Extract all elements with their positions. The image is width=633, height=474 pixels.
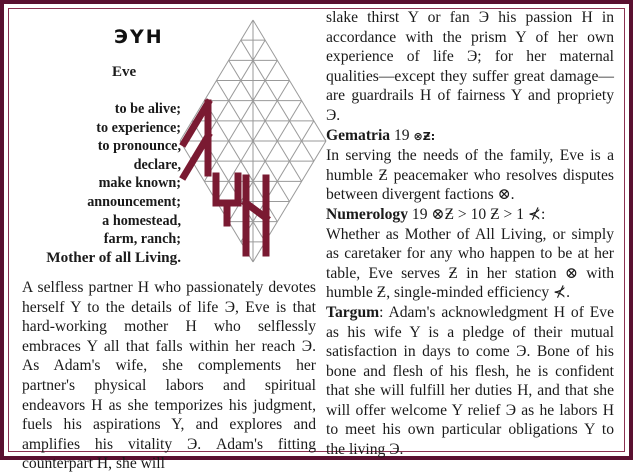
ancient-letters-title: ЭYH <box>114 26 164 48</box>
right-column <box>326 8 614 460</box>
meaning-line: to pronounce, <box>97 138 181 155</box>
meaning-line: to be alive; <box>114 101 181 117</box>
numerology-label: Numerology <box>326 205 409 223</box>
numerology-section <box>326 205 614 303</box>
targum-section <box>326 303 614 460</box>
letter-overlay-graphic <box>184 103 266 253</box>
left-column <box>22 278 316 474</box>
gematria-text: In serving the needs of the family, Eve is a humble Ƶ peacemaker who resolves disputes between divergent factions ⊗. <box>326 147 614 204</box>
meaning-line: make known; <box>98 175 181 192</box>
targum-text: : Adam's acknowledgment H of Eve as his wife Y is a pledge of their mutual satisfaction in days to come Э. Bone of his bone and flesh of his flesh, he is confident that she will fulfill her duties H, and that she will offer welcome Y relief Э as he labors H to meet his own particular obligations Y to the living Э. <box>326 303 614 459</box>
meaning-line: farm, ranch; <box>103 231 181 248</box>
gematria-number: 19 <box>394 126 410 144</box>
numerology-text: Whether as Mother of All Living, or simply as caretaker for any who happen to be at her table, Eve serves Ƶ in her station ⊗ with humble Ƶ, single-minded efficiency ⊀. <box>326 225 614 302</box>
entry-name: Eve <box>112 64 137 80</box>
gematria-glyphs: ⊗Ƶ: <box>413 129 436 143</box>
meaning-line: declare, <box>133 156 181 173</box>
meaning-line: Mother of all Living. <box>46 248 181 266</box>
continued-paragraph: slake thirst Y or fan Э his passion H in accordance with the prism Y of her own experience of life Э; for her maternal qualities—except they suffer great damage—are guardrails H of fairness Y and propriety Э. <box>326 9 614 124</box>
meanings-list <box>46 100 181 267</box>
meaning-line: a homestead, <box>102 212 181 229</box>
numerology-sequence: 19 ⊗Ƶ > 10 Ƶ > 1 ⊀: <box>411 205 546 223</box>
intro-paragraph: A selfless partner H who passionately devotes herself Y to the details of life Э, Eve is that hard-working mother H who selflessly embraces Y all that falls within her reach Э. As Adam's wife, she complements her partner's physical labors and spiritual endeavors H as she temporizes his judgment, fuels his aspirations Y, and explores and amplifies his vitality Э. Adam's fitting counterpart H, she will <box>22 279 316 473</box>
diamond-grid-illustration <box>178 18 328 264</box>
meaning-line: to experience; <box>96 119 181 136</box>
meaning-line: announcement; <box>87 193 181 210</box>
targum-label: Targum <box>326 303 380 321</box>
gematria-label: Gematria <box>326 126 391 144</box>
gematria-section <box>326 126 614 205</box>
